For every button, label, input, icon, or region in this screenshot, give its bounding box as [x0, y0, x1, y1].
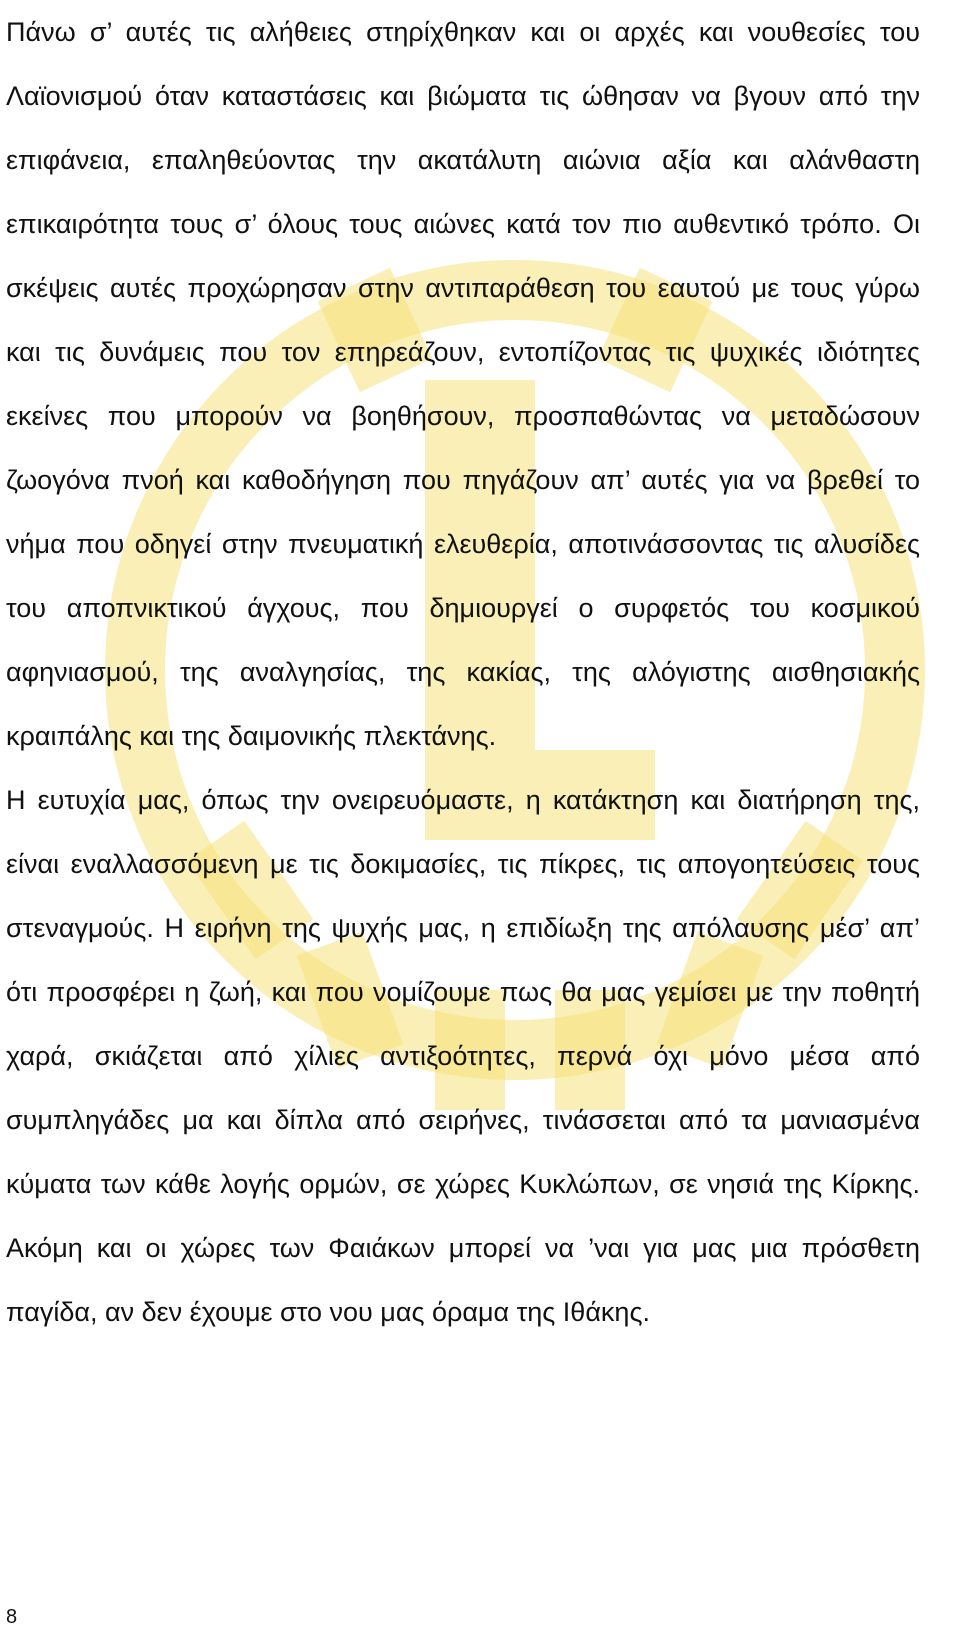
- paragraph: Πάνω σ’ αυτές τις αλήθειες στηρίχθηκαν και οι αρχές και νουθεσίες του Λαϊονισμού όταν καταστάσεις και βιώματα τις ώθησαν να βγουν από την επιφάνεια, επαληθεύοντας την ακατάλυτη αιώνια αξία και αλάνθαστη επικαιρότητα τους σ’ όλους τους αιώνες κατά τον πιο αυθεντικό τρόπο. Οι σκέψεις αυτές προχώρησαν στην αντιπαράθεση του εαυτού με τους γύρω και τις δυνάμεις που τον επηρεάζουν, εντοπίζοντας τις ψυχικές ιδιότητες εκείνες που μπορούν να βοηθήσουν, προσπαθώντας να μεταδώσουν ζωογόνα πνοή και καθοδήγηση που πηγάζουν απ’ αυτές για να βρεθεί το νήμα που οδηγεί στην πνευματική ελευθερία, αποτινάσσοντας τις αλυσίδες του αποπνικτικού άγχους, που δημιουργεί ο συρφετός του κοσμικού αφηνιασμού, της αναλγησίας, της κακίας, της αλόγιστης αισθησιακής κραιπάλης και της δαιμονικής πλεκτάνης.: [6, 17, 920, 751]
- paragraph: Η ευτυχία μας, όπως την ονειρευόμαστε, η κατάκτηση και διατήρηση της, είναι εναλλασσόμενη με τις δοκιμασίες, τις πίκρες, τις απογοητεύσεις τους στεναγμούς. Η ειρήνη της ψυχής μας, η επιδίωξη της απόλαυσης μέσ’ απ’ ότι προσφέρει η ζωή, και που νομίζουμε πως θα μας γεμίσει με την ποθητή χαρά, σκιάζεται από χίλιες αντιξοότητες, περνά όχι μόνο μέσα από συμπληγάδες μα και δίπλα από σειρήνες, τινάσσεται από τα μανιασμένα κύματα των κάθε λογής ορμών, σε χώρες Κυκλώπων, σε νησιά της Κίρκης. Ακόμη και οι χώρες των Φαιάκων μπορεί να ’ναι για μας μια πρόσθετη παγίδα, αν δεν έχουμε στο νου μας όραμα της Ιθάκης.: [6, 785, 920, 1327]
- document-body: [6, 0, 920, 1344]
- page-number: 8: [6, 1606, 18, 1628]
